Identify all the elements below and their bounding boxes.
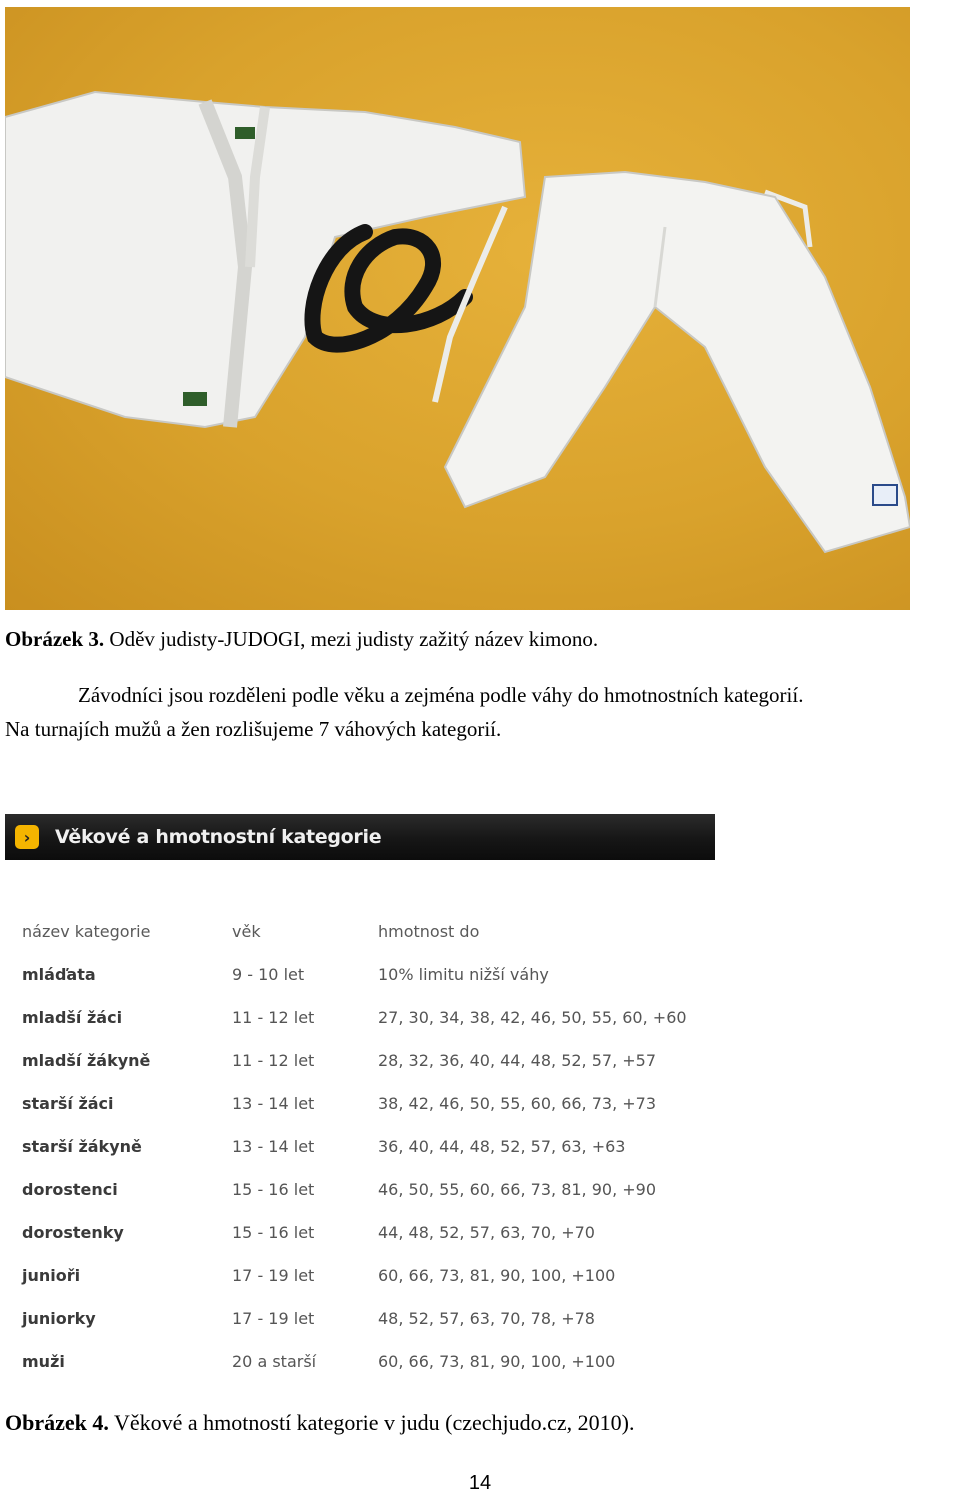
row-weights: 44, 48, 52, 57, 63, 70, +70 [378, 1223, 595, 1242]
row-name: junioři [22, 1266, 81, 1285]
row-weights: 38, 42, 46, 50, 55, 60, 66, 73, +73 [378, 1094, 657, 1113]
row-age: 13 - 14 let [232, 1137, 315, 1156]
paragraph-line1: Závodníci jsou rozděleni podle věku a zejména podle váhy do hmotnostních kategorií. [78, 683, 804, 707]
row-weights: 36, 40, 44, 48, 52, 57, 63, +63 [378, 1137, 626, 1156]
table-row [22, 996, 738, 1039]
banner-title: Věkové a hmotnostní kategorie [55, 826, 382, 848]
row-age: 15 - 16 let [232, 1223, 315, 1242]
judogi-illustration [5, 7, 910, 610]
header-name: název kategorie [22, 922, 151, 941]
table-row [22, 1211, 738, 1254]
figure4-label: Obrázek 4. [5, 1410, 109, 1435]
row-weights: 27, 30, 34, 38, 42, 46, 50, 55, 60, +60 [378, 1008, 687, 1027]
page-number: 14 [468, 1472, 492, 1494]
jacket-label-bottom [183, 392, 207, 406]
row-name: dorostenci [22, 1180, 118, 1199]
judogi-photo [5, 7, 910, 610]
table-row [22, 1125, 738, 1168]
row-name: muži [22, 1352, 65, 1371]
row-name: mláďata [22, 965, 96, 984]
row-age: 11 - 12 let [232, 1051, 315, 1070]
figure3-label: Obrázek 3. [5, 627, 105, 651]
row-weights: 10% limitu nižší váhy [378, 965, 549, 984]
table-header-row [22, 910, 738, 953]
chevron-right-icon: › [15, 825, 39, 849]
row-name: starší žákyně [22, 1137, 142, 1156]
table-row [22, 1297, 738, 1340]
table-row [22, 1168, 738, 1211]
row-weights: 60, 66, 73, 81, 90, 100, +100 [378, 1352, 616, 1371]
row-weights: 46, 50, 55, 60, 66, 73, 81, 90, +90 [378, 1180, 657, 1199]
table-row [22, 1039, 738, 1082]
paragraph-line2: Na turnajích mužů a žen rozlišujeme 7 váhových kategorií. [5, 717, 502, 741]
header-age: věk [232, 922, 261, 941]
row-name: mladší žáci [22, 1008, 123, 1027]
table-row [22, 1082, 738, 1125]
row-age: 13 - 14 let [232, 1094, 315, 1113]
row-age: 17 - 19 let [232, 1309, 315, 1328]
row-weights: 28, 32, 36, 40, 44, 48, 52, 57, +57 [378, 1051, 657, 1070]
category-banner [5, 814, 715, 860]
row-name: juniorky [22, 1309, 96, 1328]
row-age: 20 a starší [232, 1352, 317, 1371]
pants-label [873, 485, 897, 505]
figure4-caption [5, 1410, 635, 1436]
jacket-label-top [235, 127, 255, 139]
table-row [22, 1340, 738, 1383]
figure4-text: Věkové a hmotností kategorie v judu (czechjudo.cz, 2010). [108, 1410, 635, 1435]
category-table [22, 910, 738, 1383]
table-row [22, 953, 738, 996]
figure3-text: Oděv judisty-JUDOGI, mezi judisty zažitý název kimono. [104, 627, 599, 651]
body-paragraph [5, 678, 960, 746]
row-name: dorostenky [22, 1223, 124, 1242]
table-row [22, 1254, 738, 1297]
row-weights: 48, 52, 57, 63, 70, 78, +78 [378, 1309, 595, 1328]
header-weight: hmotnost do [378, 922, 480, 941]
row-name: mladší žákyně [22, 1051, 151, 1070]
row-weights: 60, 66, 73, 81, 90, 100, +100 [378, 1266, 616, 1285]
row-age: 15 - 16 let [232, 1180, 315, 1199]
row-age: 9 - 10 let [232, 965, 305, 984]
row-name: starší žáci [22, 1094, 114, 1113]
row-age: 17 - 19 let [232, 1266, 315, 1285]
figure3-caption [5, 627, 598, 652]
row-age: 11 - 12 let [232, 1008, 315, 1027]
